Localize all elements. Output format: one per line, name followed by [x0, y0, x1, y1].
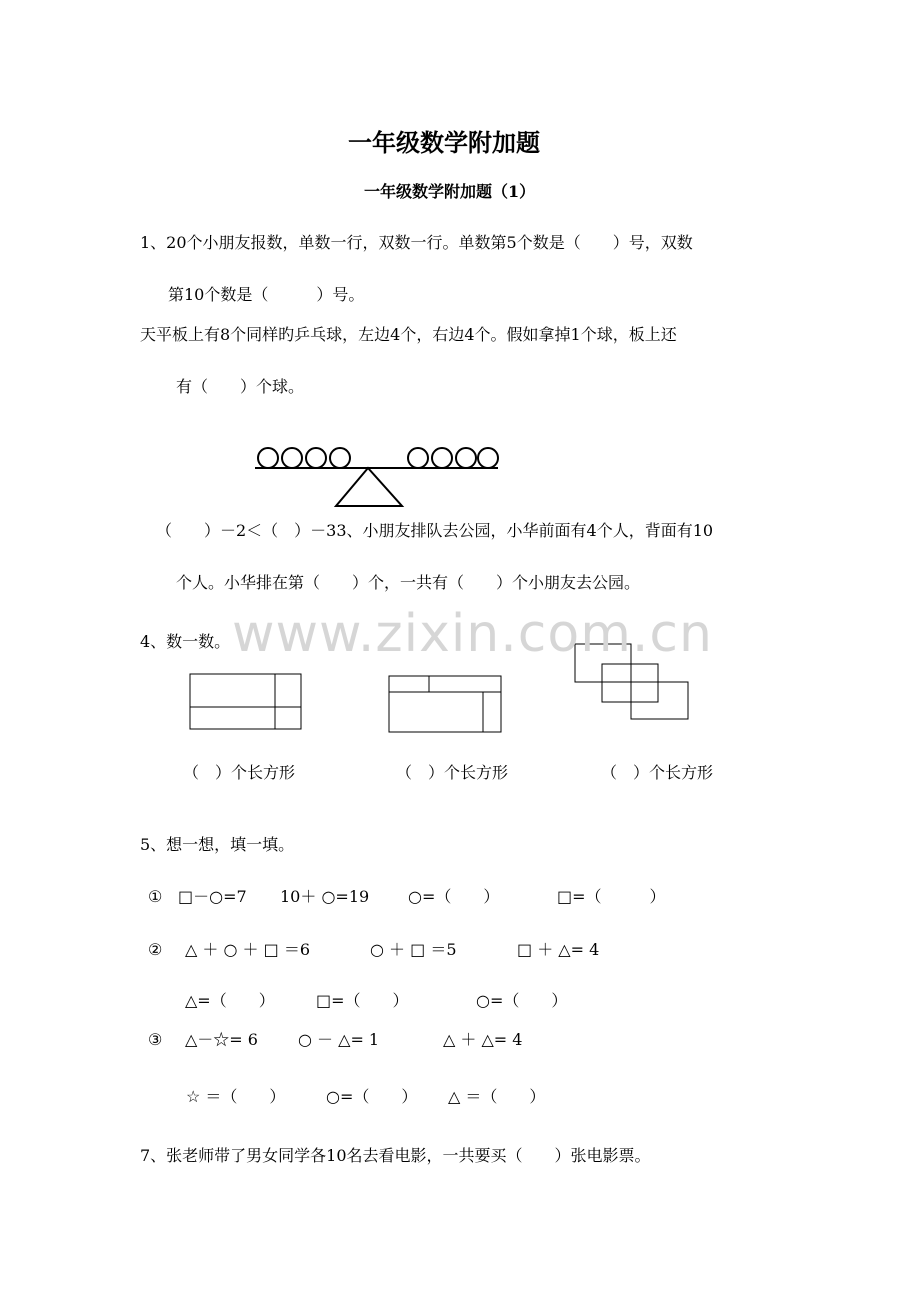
- question-4-prompt: 4、数一数。: [140, 632, 231, 651]
- ball-left-2: [282, 448, 302, 468]
- question-7-line-1: 7、张老师带了男女同学各10名去看电影，一共要买（ ）张电影票。: [140, 1146, 651, 1165]
- q5-row2-answer-1: △=（ ）: [185, 991, 275, 1010]
- question-1-line-1: 1、20个小朋友报数，单数一行，双数一行。单数第5个数是（ ）号，双数: [140, 233, 693, 252]
- question-1-line-2: 第10个数是（ ）号。: [168, 285, 365, 304]
- q5-row1-equation-2: 10＋ ○=19: [280, 887, 370, 906]
- q5-row3-equation-3: △ ＋ △= 4: [443, 1030, 523, 1049]
- rectangle-figure-1: [190, 674, 301, 729]
- question-5-prompt: 5、想一想，填一填。: [140, 835, 295, 854]
- q5-row3-number: ③: [148, 1030, 163, 1049]
- q5-row2-equation-1: △ ＋ ○ ＋ □ ＝6: [185, 940, 310, 959]
- q5-row3-equation-1: △－☆= 6: [185, 1030, 258, 1049]
- question-2-line-1: 天平板上有8个同样旳乒乓球，左边4个，右边4个。假如拿掉1个球，板上还: [140, 325, 677, 344]
- q5-row1-answer-2: □=（ ）: [557, 887, 666, 906]
- balance-fulcrum: [336, 468, 402, 506]
- question-2-line-2: 有（ ）个球。: [176, 377, 305, 396]
- question-4-answer-2: （ ）个长方形: [396, 763, 509, 782]
- ball-right-3: [456, 448, 476, 468]
- ball-left-3: [306, 448, 326, 468]
- q5-row3-answer-1: ☆ ＝（ ）: [186, 1087, 286, 1106]
- rectangle-figure-2: [389, 676, 501, 732]
- section-subtitle: 一年级数学附加题（1）: [364, 182, 536, 201]
- q5-row1-number: ①: [148, 887, 163, 906]
- balance-scale-figure: [255, 448, 498, 506]
- question-4-answer-1: （ ）个长方形: [183, 763, 296, 782]
- ball-left-4: [330, 448, 350, 468]
- question-4-answer-3: （ ）个长方形: [601, 763, 714, 782]
- question-3-line-1: （ ）－2＜（ ）－33、小朋友排队去公园，小华前面有4个人，背面有10: [156, 521, 714, 540]
- page-title: 一年级数学附加题: [348, 128, 540, 157]
- q5-row3-answer-3: △ ＝（ ）: [448, 1087, 546, 1106]
- ball-right-4: [478, 448, 498, 468]
- q5-row3-equation-2: ○ － △= 1: [298, 1030, 380, 1049]
- watermark-text: www.zixin.com.cn: [232, 604, 713, 664]
- question-3-line-2: 个人。小华排在第（ ）个，一共有（ ）个小朋友去公园。: [176, 573, 641, 592]
- ball-left-1: [258, 448, 278, 468]
- q5-row2-equation-2: ○ ＋ □ ＝5: [370, 940, 457, 959]
- q5-row1-equation-1: □－○=7: [178, 887, 247, 906]
- ball-right-2: [432, 448, 452, 468]
- q5-row2-answer-3: ○=（ ）: [476, 991, 568, 1010]
- q5-row1-answer-1: ○=（ ）: [408, 887, 500, 906]
- q5-row2-equation-3: □ ＋ △= 4: [517, 940, 600, 959]
- ball-right-1: [408, 448, 428, 468]
- q5-row2-number: ②: [148, 940, 163, 959]
- q5-row3-answer-2: ○=（ ）: [326, 1087, 418, 1106]
- q5-row2-answer-2: □=（ ）: [316, 991, 409, 1010]
